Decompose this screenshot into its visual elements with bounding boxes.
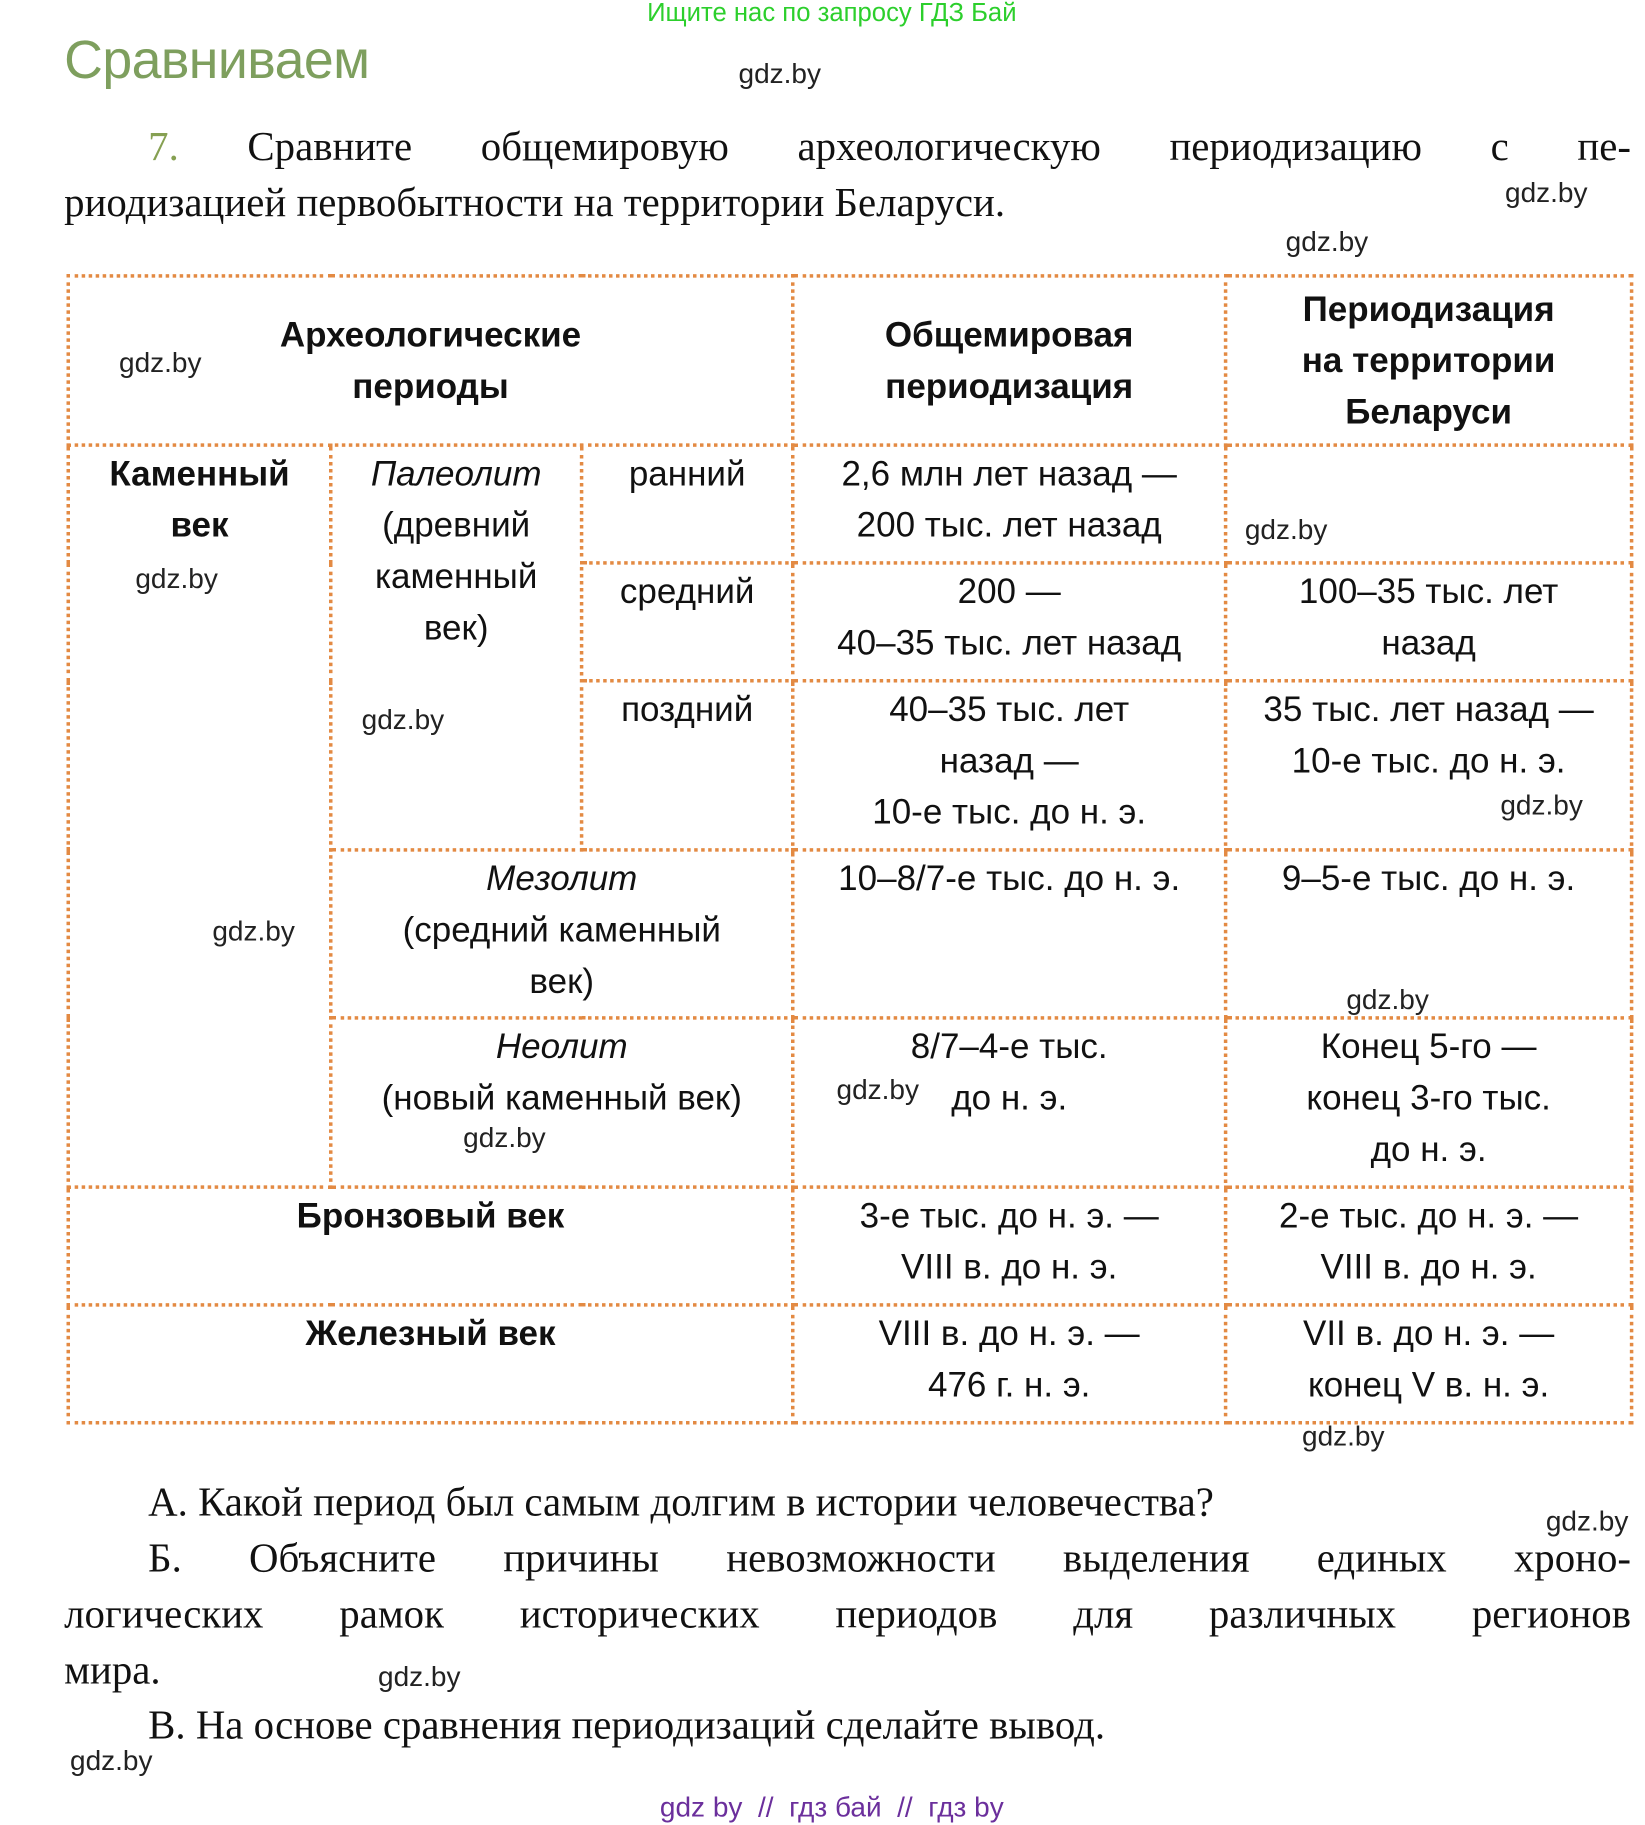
neolith-desc: (новый каменный век) xyxy=(381,1079,742,1118)
belarus-cell: Конец 5-го — конец 3-го тыс. до н. э. xyxy=(1226,1018,1632,1187)
watermark: gdz.by xyxy=(1545,1506,1629,1538)
watermark: gdz.by xyxy=(1302,1421,1385,1453)
task-text: Сравните общемировую археологическую периодизацию с пе- xyxy=(247,123,1632,170)
neolith-name: Неолит xyxy=(495,1027,628,1067)
watermark: gdz.by xyxy=(135,563,218,596)
watermark: gdz.by xyxy=(212,915,295,948)
question-b-line-2: логических рамок исторических периодов для различных регионов xyxy=(64,1591,1632,1637)
sub-period: ранний xyxy=(582,445,793,563)
search-hint: Ищите нас по запросу ГДЗ Бай xyxy=(647,0,1017,27)
iron-age-cell: Железный век xyxy=(68,1305,793,1423)
watermark: gdz.by xyxy=(1505,177,1588,209)
task-number: 7. xyxy=(148,123,179,170)
periodization-table xyxy=(67,274,1634,1424)
question-a: А. Какой период был самым долгим в истории человечества? xyxy=(148,1479,1214,1525)
world-cell: 40–35 тыс. лет назад — 10-е тыс. до н. э. xyxy=(793,681,1226,850)
watermark: gdz.by xyxy=(378,1661,461,1693)
question-c: В. На основе сравнения периодизаций сделайте вывод. xyxy=(148,1702,1106,1748)
watermark: gdz.by xyxy=(1285,226,1369,258)
watermark: gdz.by xyxy=(1346,984,1429,1017)
watermark: gdz.by xyxy=(1244,514,1328,547)
paleolith-cell xyxy=(331,445,582,850)
sub-period: поздний xyxy=(582,681,793,850)
mesolith-name: Мезолит xyxy=(486,859,638,899)
sub-period: средний xyxy=(582,563,793,681)
belarus-cell: VII в. до н. э. — конец V в. н. э. xyxy=(1226,1305,1632,1423)
belarus-cell: 2-е тыс. до н. э. — VIII в. до н. э. xyxy=(1226,1187,1632,1305)
watermark: gdz.by xyxy=(361,704,445,737)
header-periods: Археологические периоды xyxy=(68,276,793,445)
task-line-1 xyxy=(64,124,1631,171)
world-cell: 2,6 млн лет назад — 200 тыс. лет назад xyxy=(793,445,1226,563)
watermark: gdz.by xyxy=(463,1122,546,1154)
mesolith-desc: (средний каменный век) xyxy=(402,911,721,1002)
world-cell: 10–8/7-е тыс. до н. э. xyxy=(793,850,1226,1018)
watermark: gdz.by xyxy=(70,1745,153,1777)
bronze-age-cell: Бронзовый век xyxy=(68,1187,793,1305)
world-cell: VIII в. до н. э. — 476 г. н. э. xyxy=(793,1305,1226,1423)
question-b-line-1: Б. Объясните причины невозможности выделения единых хроно- xyxy=(148,1535,1632,1581)
belarus-cell: 100–35 тыс. лет назад xyxy=(1226,563,1632,681)
watermark: gdz.by xyxy=(836,1074,920,1107)
watermark: gdz.by xyxy=(1500,789,1583,822)
footer-watermark: gdz by // гдз бай // гдз by xyxy=(659,1792,1004,1824)
question-b-line-3: мира. xyxy=(64,1647,161,1693)
stone-age-cell: Каменный век xyxy=(68,445,331,1187)
paleolith-name: Палеолит xyxy=(370,455,542,494)
world-cell: 8/7–4-е тыс. до н. э. xyxy=(793,1018,1226,1187)
header-belarus: Периодизация на территории Беларуси xyxy=(1226,276,1632,445)
watermark: gdz.by xyxy=(119,347,202,380)
neolith-cell xyxy=(331,1018,793,1187)
world-cell: 3-е тыс. до н. э. — VIII в. до н. э. xyxy=(793,1187,1226,1305)
world-cell: 200 — 40–35 тыс. лет назад xyxy=(793,563,1226,681)
paleolith-desc: (древний каменный век) xyxy=(374,506,538,648)
belarus-cell: 35 тыс. лет назад — 10-е тыс. до н. э. xyxy=(1226,681,1632,850)
belarus-cell: 9–5-е тыс. до н. э. xyxy=(1226,850,1632,1018)
header-world: Общемировая периодизация xyxy=(793,276,1226,445)
watermark: gdz.by xyxy=(738,58,822,90)
section-title: Сравниваем xyxy=(64,29,370,90)
mesolith-cell xyxy=(331,850,793,1018)
task-line-2: риодизацией первобытности на территории Беларуси. xyxy=(64,179,1006,226)
